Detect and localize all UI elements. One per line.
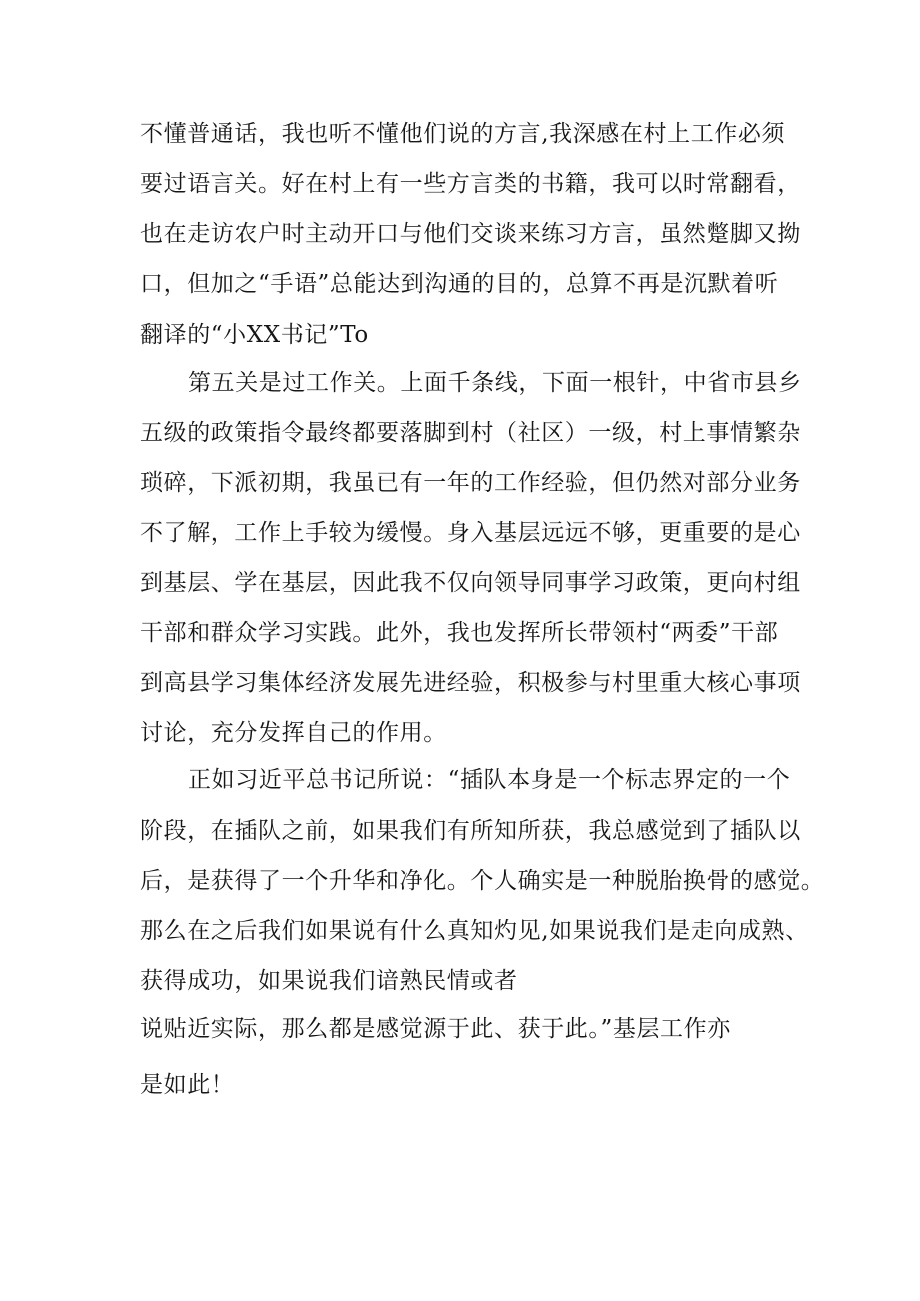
paragraph-1-line-4: 口，但加之“手语”总能达到沟通的目的，总算不再是沉默着听 — [140, 271, 779, 297]
paragraph-1-line-5: 翻译的“小XX书记”To — [140, 322, 369, 348]
paragraph-2-line-1: 第五关是过工作关。上面千条线，下面一根针，中省市县乡 — [188, 370, 802, 396]
paragraph-1-line-3: 也在走访农户时主动开口与他们交谈来练习方言，虽然蹩脚又拗 — [140, 221, 801, 247]
paragraph-3-line-7: 是如此！ — [140, 1072, 235, 1098]
paragraph-2-line-5: 到基层、学在基层，因此我不仅向领导同事学习政策，更向村组 — [140, 570, 801, 596]
paragraph-2-line-6: 干部和群众学习实践。此外，我也发挥所长带领村“两委”干部 — [140, 620, 779, 646]
paragraph-2-line-3: 琐碎，下派初期，我虽已有一年的工作经验，但仍然对部分业务 — [140, 470, 801, 496]
paragraph-1-line-1: 不懂普通话，我也听不懂他们说的方言,我深感在村上工作必须 — [140, 121, 786, 147]
paragraph-3-line-6: 说贴近实际，那么都是感觉源于此、获于此。”基层工作亦 — [140, 1016, 731, 1042]
paragraph-2-line-8: 讨论，充分发挥自己的作用。 — [140, 720, 447, 746]
paragraph-3-line-2: 阶段，在插队之前，如果我们有所知所获，我总感觉到了插队以 — [140, 818, 801, 844]
paragraph-3-line-1: 正如习近平总书记所说：“插队本身是一个标志界定的一个 — [188, 767, 791, 793]
paragraph-2-line-2: 五级的政策指令最终都要落脚到村（社区）一级，村上事情繁杂 — [140, 420, 801, 446]
paragraph-2-line-4: 不了解，工作上手较为缓慢。身入基层远远不够，更重要的是心 — [140, 520, 801, 546]
paragraph-3-line-3: 后，是获得了一个升华和净化。个人确实是一种脱胎换骨的感觉。 — [140, 868, 825, 894]
paragraph-1-line-2: 要过语言关。好在村上有一些方言类的书籍，我可以时常翻看， — [140, 171, 801, 197]
paragraph-3-line-4: 那么在之后我们如果说有什么真知灼见,如果说我们是走向成熟、 — [140, 918, 809, 944]
paragraph-3-line-5: 获得成功，如果说我们谙熟民情或者 — [140, 968, 518, 994]
paragraph-2-line-7: 到高县学习集体经济发展先进经验，积极参与村里重大核心事项 — [140, 670, 801, 696]
